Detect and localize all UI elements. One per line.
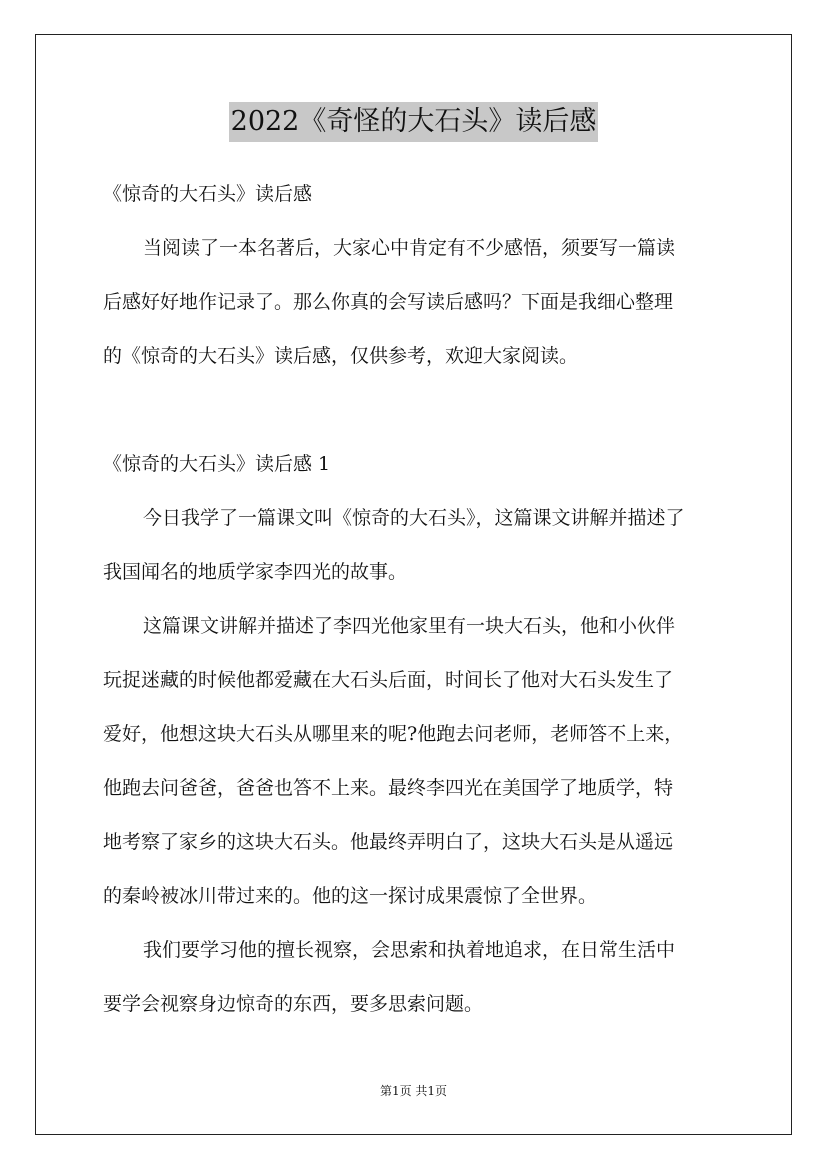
paragraph-line: 爱好，他想这块大石头从哪里来的呢?他跑去问老师，老师答不上来， (103, 723, 684, 745)
paragraph-line: 的《惊奇的大石头》读后感，仅供参考，欢迎大家阅读。 (103, 345, 579, 367)
paragraph-line: 他跑去问爸爸，爸爸也答不上来。最终李四光在美国学了地质学，特 (103, 777, 674, 799)
title-wrapper (0, 102, 827, 142)
section-heading: 《惊奇的大石头》读后感 1 (103, 453, 331, 475)
paragraph-line: 要学会视察身边惊奇的东西，要多思索问题。 (103, 993, 484, 1015)
paragraph-line: 地考察了家乡的这块大石头。他最终弄明白了，这块大石头是从遥远 (103, 831, 674, 853)
paragraph-line: 我们要学习他的擅长视察，会思索和执着地追求，在日常生活中 (143, 939, 676, 961)
paragraph-line: 的秦岭被冰川带过来的。他的这一探讨成果震惊了全世界。 (103, 885, 598, 907)
document-title: 2022《奇怪的大石头》读后感 (229, 102, 599, 142)
paragraph-line: 我国闻名的地质学家李四光的故事。 (103, 561, 408, 583)
paragraph-line: 玩捉迷藏的时候他都爱藏在大石头后面，时间长了他对大石头发生了 (103, 669, 674, 691)
paragraph-line: 今日我学了一篇课文叫《惊奇的大石头》，这篇课文讲解并描述了 (143, 507, 685, 529)
paragraph-line: 这篇课文讲解并描述了李四光他家里有一块大石头，他和小伙伴 (143, 615, 676, 637)
subtitle-line: 《惊奇的大石头》读后感 (103, 183, 313, 205)
paragraph-line: 当阅读了一本名著后，大家心中肯定有不少感悟，须要写一篇读 (143, 237, 676, 259)
paragraph-line: 后感好好地作记录了。那么你真的会写读后感吗？下面是我细心整理 (103, 291, 674, 313)
page-number-footer: 第1页 共1页 (379, 1084, 448, 1098)
